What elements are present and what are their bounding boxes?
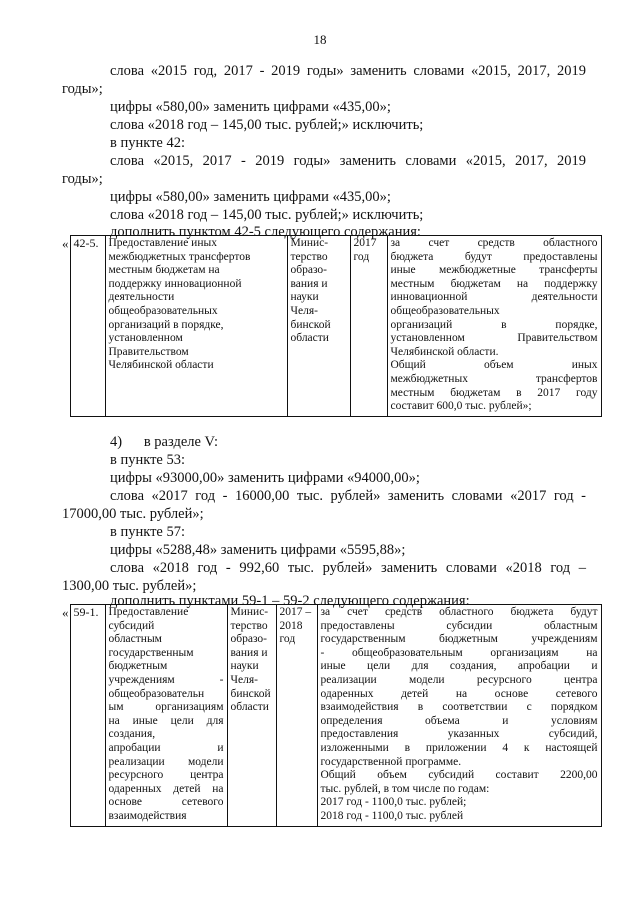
text-line: государственным xyxy=(108,646,194,659)
amendment-line-14: слова «2017 год - 16000,00 тыс. рублей» заменить словами «2017 год - xyxy=(110,488,586,504)
text-line: апробации и xyxy=(108,741,224,754)
text-line: предоставления указанных субсидий, xyxy=(320,728,598,741)
opening-quote: « xyxy=(62,604,69,620)
text-line: Общий объем иных xyxy=(390,359,598,372)
text-line: реализации модели xyxy=(108,755,224,768)
amendment-line-6: слова «2015, 2017 - 2019 годы» заменить словами «2015, 2017, 2019 xyxy=(110,153,586,169)
text-line: ым организациям xyxy=(108,701,224,714)
amendment-line-7: годы»; xyxy=(62,171,103,187)
text-line: ресурсного центра xyxy=(108,769,224,782)
funding-cell xyxy=(387,236,601,417)
text-line: на иные цели для xyxy=(108,714,224,727)
page-number: 18 xyxy=(313,32,327,47)
amendment-line-15: 17000,00 тыс. рублей»; xyxy=(62,506,204,522)
years-text: 2017 год xyxy=(353,237,377,263)
text-line: - общеобразовательным организациям на xyxy=(320,646,598,659)
text-line: взаимодействия в соответствии с порядком xyxy=(320,701,598,714)
amendment-line-16: в пункте 57: xyxy=(110,524,186,540)
text-line: субсидий xyxy=(108,619,155,632)
amendment-line-2: годы»; xyxy=(62,81,103,97)
text-line: бюджета будут предоставлены xyxy=(390,250,598,263)
text-line: Предоставление xyxy=(108,606,189,618)
text-line: реализации модели ресурсного центра xyxy=(320,673,598,686)
executor-text: Минис- терство образо- вания и науки Челя- бинской области xyxy=(290,237,331,345)
text-line: определения объема и условиям xyxy=(320,714,598,727)
item-number: 42-5. xyxy=(70,236,105,417)
text-line: за счет средств областного xyxy=(390,237,598,249)
text-line: тыс. рублей, в том числе по годам: xyxy=(320,782,490,795)
amendment-line-12: в пункте 53: xyxy=(110,452,186,468)
text-line: одаренных детей на основе сетевого xyxy=(320,687,598,700)
text-line: Общий объем субсидий составит 2200,00 xyxy=(320,769,598,782)
text-line: изложенными в приложении 4 к настоящей xyxy=(320,741,598,754)
table-item-59-1 xyxy=(62,604,602,827)
executor-cell xyxy=(227,605,276,827)
years-cell xyxy=(276,605,317,827)
text-line: общеобразовательных xyxy=(390,304,500,317)
text-line: инновационной деятельности xyxy=(390,291,598,304)
text-line: 2017 год - 1100,0 тыс. рублей; xyxy=(320,796,467,809)
text-line: иные межбюджетные трансферты xyxy=(390,264,598,277)
amendment-line-13: цифры «93000,00» заменить цифрами «94000,00»; xyxy=(110,470,420,486)
text-line: организаций в порядке, xyxy=(390,318,598,331)
executor-cell xyxy=(287,236,350,417)
funding-cell xyxy=(317,605,601,827)
text-line: установленном Правительством xyxy=(390,332,598,345)
amendment-line-10: дополнить пунктом 42-5 следующего содержания: xyxy=(110,224,421,240)
table-item-42-5 xyxy=(62,235,602,417)
table-row xyxy=(62,236,601,417)
text-line: местным бюджетам на поддержку xyxy=(390,277,598,290)
text-line: за счет средств областного бюджета будут xyxy=(320,606,598,618)
description-cell xyxy=(105,236,287,417)
years-text: 2017 – 2018 год xyxy=(279,606,312,646)
amendment-line-8: цифры «580,00» заменить цифрами «435,00»; xyxy=(110,189,391,205)
amendment-line-1: слова «2015 год, 2017 - 2019 годы» заменить словами «2015, 2017, 2019 xyxy=(110,63,586,79)
description-text xyxy=(109,606,224,824)
text-line: иные цели для создания, апробации и xyxy=(320,660,598,673)
text-line: бюджетным xyxy=(108,660,168,673)
text-line: местным бюджетам в 2017 году xyxy=(390,386,598,399)
text-line: государственной программе. xyxy=(320,755,462,768)
text-line: создания, xyxy=(108,728,156,741)
amendment-line-20: дополнить пунктами 59-1 – 59-2 следующего содержания: xyxy=(110,593,470,609)
amendment-line-5: в пункте 42: xyxy=(110,135,186,151)
text-line: 2018 год - 1100,0 тыс. рублей xyxy=(320,809,464,822)
amendment-line-9: слова «2018 год – 145,00 тыс. рублей;» исключить; xyxy=(110,207,424,223)
text-line: общеобразовательн xyxy=(108,687,205,700)
text-line: государственным бюджетным учреждениям xyxy=(320,633,598,646)
executor-text: Минис- терство образо- вания и науки Челя- бинской области xyxy=(230,606,271,714)
text-line: областным xyxy=(108,633,162,646)
text-line: Челябинской области. xyxy=(390,345,499,358)
text-line: предоставлены субсидии областным xyxy=(320,619,598,632)
description-text: Предоставление иных межбюджетных трансфертов местным бюджетам на поддержку инновационной деятельности общеобразовательных организаций в порядке, установленном Правительством Челябинской области xyxy=(108,237,251,372)
section-item-4: 4) в разделе V: xyxy=(110,434,218,450)
text-line: взаимодействия xyxy=(108,809,187,822)
amendment-line-18: слова «2018 год - 992,60 тыс. рублей» заменить словами «2018 год – xyxy=(110,560,586,576)
description-cell xyxy=(105,605,227,827)
text-line: учреждениям - xyxy=(108,673,224,686)
text-line: одаренных детей на xyxy=(108,782,224,795)
years-cell xyxy=(350,236,387,417)
amendment-line-17: цифры «5288,48» заменить цифрами «5595,88»; xyxy=(110,542,406,558)
amendment-line-19: 1300,00 тыс. рублей»; xyxy=(62,578,197,594)
text-line: основе сетевого xyxy=(108,796,224,809)
opening-quote: « xyxy=(62,235,69,251)
amendment-line-4: слова «2018 год – 145,00 тыс. рублей;» исключить; xyxy=(110,117,424,133)
funding-text xyxy=(321,606,598,824)
funding-text xyxy=(391,237,598,414)
text-line: межбюджетных трансфертов xyxy=(390,372,598,385)
item-number: 59-1. xyxy=(70,605,105,827)
text-line: составит 600,0 тыс. рублей»; xyxy=(390,400,532,413)
amendment-line-3: цифры «580,00» заменить цифрами «435,00»; xyxy=(110,99,391,115)
table-row xyxy=(62,605,601,827)
